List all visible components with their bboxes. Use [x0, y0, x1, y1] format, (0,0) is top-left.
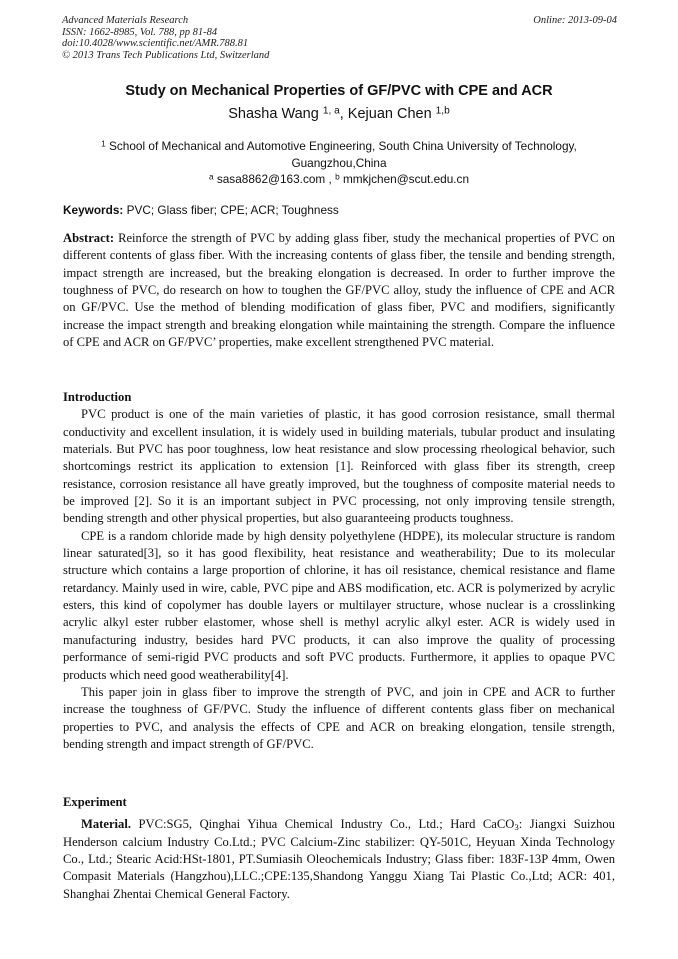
online-date: Online: 2013-09-04 — [533, 15, 617, 26]
email-mark: b — [335, 172, 340, 182]
material-text: PVC:SG5, Qinghai Yihua Chemical Industry Co., Ltd.; Hard CaCO — [138, 817, 515, 832]
email-line: $^a$ sasa8862@163.com , $^b$ mmkjchen@scut.edu.cn — [208, 172, 470, 186]
paragraph: CPE is a random chloride made by high density polyethylene (HDPE), its molecular structure is random linear saturated[3], so it has good flexibility, heat resistance and weatherability; Due to its molecular structure which contains a large proportion of chlorine, it has oil resistance, chemical resistance and flame retardancy. Mainly used in wire, cable, PVC pipe and ABS modification, etc. ACR is polymerized by acrylic esters, this kind of copolymer has double layers or multilayer structure, whose nuclear is a crosslinking acrylic alkyl ester rubber elastomer, whose shell is methyl acrylic alkyl ester. ACR is widely used in manufacturing industry, besides hard PVC products, it can also improve the quality of processing performance of semi-rigid PVC products and soft PVC products. Furthermore, it applies to opaque PVC products which need good weatherability[4]. — [63, 528, 615, 682]
experiment-section — [63, 794, 615, 903]
journal-name: Advanced Materials Research — [62, 15, 189, 26]
material-label: Material. — [81, 817, 131, 832]
abstract-label: Abstract: — [63, 231, 115, 245]
author-name: Kejuan Chen — [347, 106, 432, 122]
material-text: : Jiangxi Suizhou Henderson calcium Industry Co.Ltd.; PVC Calcium-Zinc stabilizer: QY-501C, Heyuan Xinda Technology Co., Ltd.; Stearic Acid:HSt-1801, PT.Sumiasih Oleochemicals Industry; Glass fiber: 183F-13P 4mm, Owen Compasit Materials (Hangzhou),LLC.;CPE:135,Shandong Yanggu Xiang Tai Plastic Co.,Ltd; ACR: 401, Shanghai Zhentai Chemical General Factory. — [63, 817, 615, 901]
affiliation-line-2: Guangzhou,China — [291, 155, 387, 170]
author-name: Shasha Wang — [228, 106, 319, 122]
keywords-line — [63, 203, 618, 217]
abstract-block — [63, 230, 615, 351]
issn-line: ISSN: 1662-8985, Vol. 788, pp 81-84 — [62, 26, 218, 38]
keywords-label: Keywords: — [63, 203, 124, 217]
subscript: 3 — [514, 822, 519, 833]
material-paragraph — [63, 816, 615, 903]
author-line: Shasha Wang $^{1, a}$, Kejuan Chen $^{1,b}$ — [228, 105, 450, 122]
author-marks: 1, a — [322, 105, 340, 117]
abstract-text: Reinforce the strength of PVC by adding glass fiber, study the mechanical properties of PVC on different contents of glass fiber. With the increasing contents of glass fiber, the tensile and bending strength, impact strength are increased, but the breaking elongation is decreased. In order to further improve the toughness of PVC, do research on how to toughen the GF/PVC alloy, study the influence of CPE and ACR on GF/PVC. Use the method of blending modification of glass fiber, PVC and modifiers, significantly increase the impact strength and breaking elongation while maintaining the strength. Compare the influence of CPE and ACR on GF/PVC’ properties, make excellent strengthened PVC material. — [63, 231, 615, 350]
author-marks: 1,b — [435, 105, 450, 117]
journal-header — [62, 15, 617, 61]
email-address: mmkjchen@scut.edu.cn — [342, 172, 470, 186]
introduction-heading: Introduction — [63, 390, 132, 404]
paper-title: Study on Mechanical Properties of GF/PVC with CPE and ACR — [125, 83, 553, 99]
copyright-line: © 2013 Trans Tech Publications Ltd, Switzerland — [62, 49, 270, 61]
affiliation-block — [0, 138, 678, 188]
experiment-heading: Experiment — [63, 795, 127, 809]
paragraph: This paper join in glass fiber to improve the strength of PVC, and join in CPE and ACR to further increase the toughness of GF/PVC. Study the influence of different contents glass fiber on mechanical properties to PVC, and analysis the effects of CPE and ACR on breaking elongation, tensile strength, bending strength and impact strength of GF/PVC. — [63, 684, 615, 751]
paragraph: PVC product is one of the main varieties of plastic, it has good corrosion resistance, small thermal conductivity and excellent insulation, it is widely used in building materials, tubular product and insulating materials. But PVC has poor toughness, low heat resistance and slow processing rheological behavior, such shortcomings restrict its application to extension [1]. Reinforced with glass fiber its strength, creep resistance, corrosion resistance all have greatly improved, but the toughness of composite material needs to be improved [2]. So it is an important subject in PVC processing, not only improving tensile strength, bending strength and other physical properties, but also guaranteeing products toughness. — [63, 407, 615, 526]
affiliation-text: School of Mechanical and Automotive Engineering, South China University of Technology, — [109, 139, 577, 153]
introduction-section — [63, 389, 615, 753]
email-mark: a — [208, 172, 214, 182]
affiliation-mark: 1 — [101, 139, 106, 149]
keywords-text: PVC; Glass fiber; CPE; ACR; Toughness — [126, 203, 339, 217]
doi-line: doi:10.4028/www.scientific.net/AMR.788.81 — [62, 38, 249, 49]
affiliation-line-1 — [0, 138, 678, 155]
email-address: sasa8862@163.com — [216, 172, 326, 186]
